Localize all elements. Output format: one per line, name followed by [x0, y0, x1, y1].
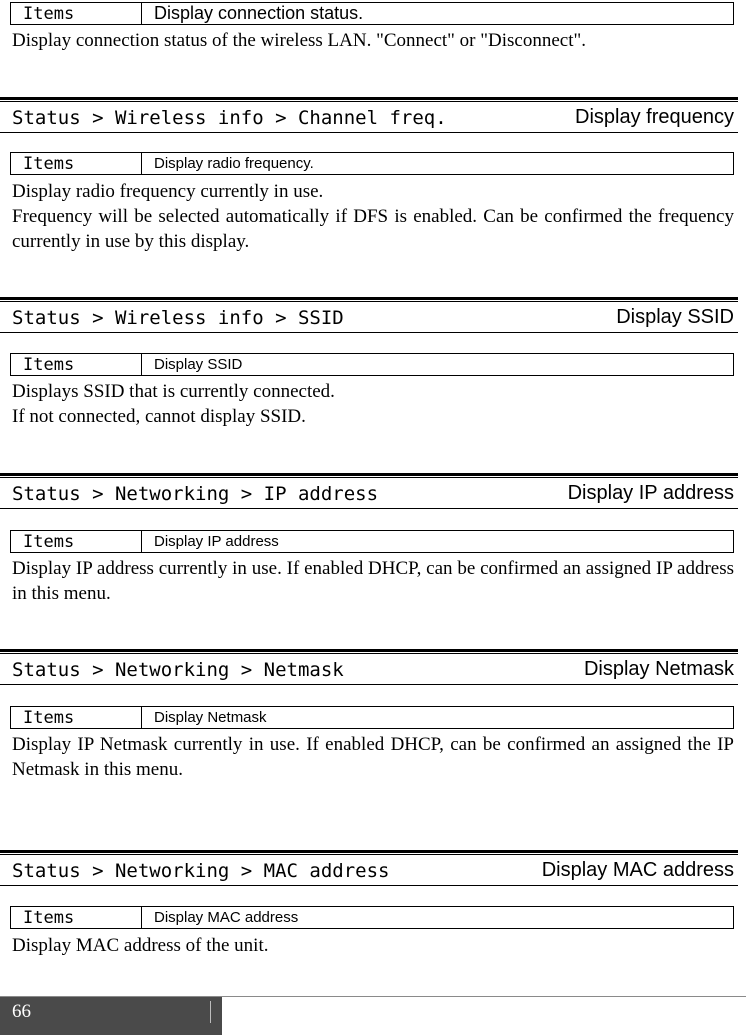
item-value: Display connection status.	[142, 3, 734, 25]
page-footer	[0, 996, 746, 1035]
item-value: Display radio frequency.	[142, 153, 734, 175]
ssid-item-table	[10, 353, 734, 376]
item-value: Display SSID	[142, 354, 734, 376]
items-label: Items	[11, 153, 142, 175]
section-title: Display SSID	[616, 306, 734, 328]
item-value: Display MAC address	[142, 907, 734, 929]
description-paragraph: Display IP address currently in use. If enabled DHCP, can be confirmed an assigned IP address in this menu.	[12, 558, 734, 604]
description-paragraph: Frequency will be selected automatically if DFS is enabled. Can be confirmed the frequency currently in use by this display.	[12, 206, 734, 252]
mac-address-item-table	[10, 906, 734, 929]
ssid-description	[12, 379, 734, 429]
page-number-tab	[0, 997, 222, 1035]
section-header-mac-address	[0, 850, 746, 890]
connection-status-description	[12, 28, 734, 53]
items-label: Items	[11, 354, 142, 376]
description-line: If not connected, cannot display SSID.	[12, 406, 306, 427]
items-label: Items	[11, 907, 142, 929]
description-line: Display connection status of the wireless LAN. "Connect" or "Disconnect".	[12, 30, 586, 51]
page-number: 66	[12, 1001, 31, 1022]
items-label: Items	[11, 531, 142, 553]
mac-address-description	[12, 933, 734, 958]
section-title: Display frequency	[575, 106, 734, 128]
ip-address-item-table	[10, 530, 734, 553]
connection-status-item-table	[10, 2, 734, 25]
description-paragraph: Display IP Netmask currently in use. If enabled DHCP, can be confirmed an assigned the IP Netmask in this menu.	[12, 734, 734, 780]
netmask-description	[12, 732, 734, 782]
description-line: Display MAC address of the unit.	[12, 935, 269, 956]
section-title: Display IP address	[567, 482, 734, 504]
menu-path: Status > Wireless info > SSID	[12, 307, 344, 329]
section-header-channel-freq	[0, 97, 746, 137]
ip-address-description	[12, 556, 734, 606]
netmask-item-table	[10, 706, 734, 729]
menu-path: Status > Networking > MAC address	[12, 860, 390, 882]
items-label: Items	[11, 3, 142, 25]
menu-path: Status > Wireless info > Channel freq.	[12, 107, 447, 129]
section-title: Display Netmask	[583, 658, 734, 680]
channel-freq-item-table	[10, 152, 734, 175]
item-value: Display Netmask	[142, 707, 734, 729]
section-title: Display MAC address	[541, 859, 734, 881]
menu-path: Status > Networking > IP address	[12, 483, 379, 505]
item-value: Display IP address	[142, 531, 734, 553]
description-line: Displays SSID that is currently connected.	[12, 381, 335, 402]
channel-freq-description	[12, 179, 734, 254]
menu-path: Status > Networking > Netmask	[12, 659, 344, 681]
items-label: Items	[11, 707, 142, 729]
description-line: Display radio frequency currently in use.	[12, 181, 324, 202]
section-header-ssid	[0, 297, 746, 337]
section-header-netmask	[0, 649, 746, 689]
section-header-ip-address	[0, 473, 746, 513]
